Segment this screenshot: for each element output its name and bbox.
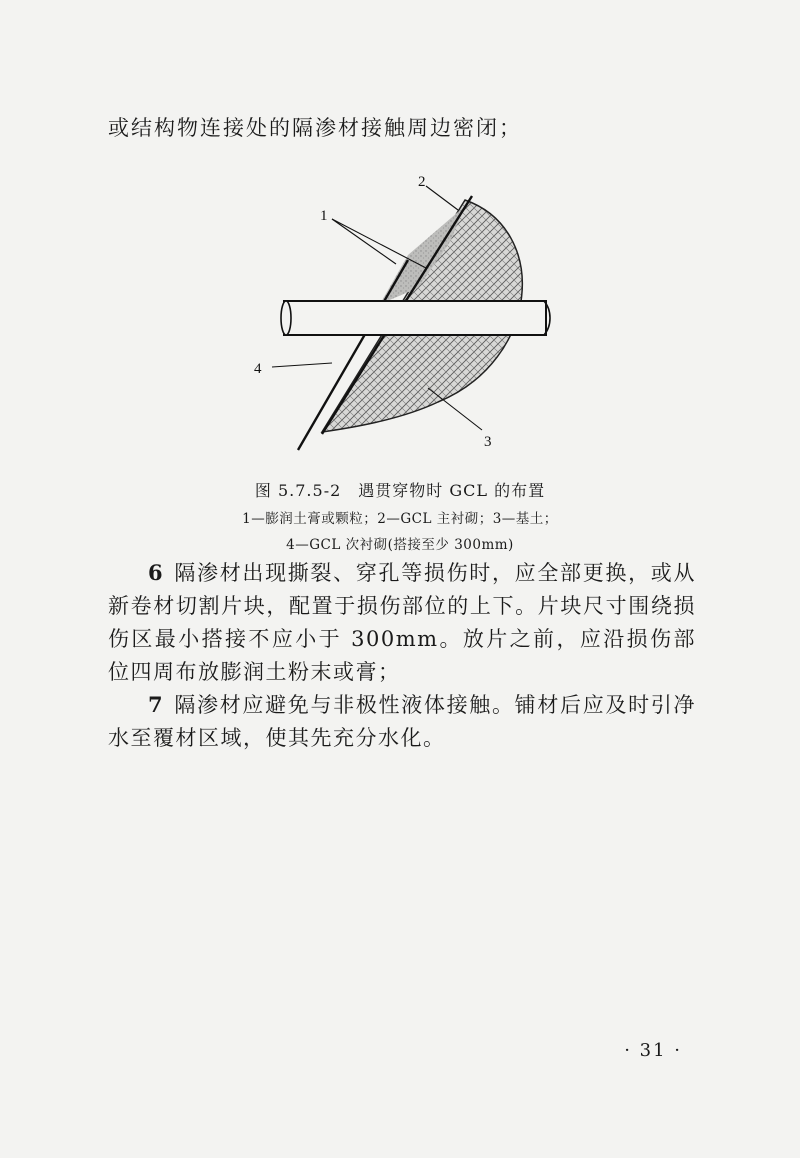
page-number: · 31 · [624, 1040, 682, 1061]
paragraph-7 [108, 688, 696, 755]
figure-label-2: 2 [418, 174, 426, 190]
figure-label-4: 4 [254, 361, 262, 377]
paragraph-number: 6 [148, 560, 165, 585]
gcl-penetration-diagram [240, 170, 570, 460]
penetrating-pipe [284, 301, 546, 335]
paragraph-6 [108, 556, 696, 689]
paragraph-text: 隔渗材应避免与非极性液体接触。铺材后应及时引净水至覆材区域，使其先充分水化。 [108, 693, 696, 750]
figure-label-1: 1 [320, 208, 328, 224]
paragraph-number: 7 [148, 692, 165, 717]
figure-caption: 图 5.7.5-2 遇贯穿物时 GCL 的布置 [254, 481, 546, 500]
figure-label-3: 3 [484, 434, 492, 450]
figure-legend-line-1: 1—膨润土膏或颗粒；2—GCL 主衬砌；3—基土； [242, 511, 558, 527]
paragraph-text: 隔渗材出现撕裂、穿孔等损伤时，应全部更换，或从新卷材切割片块，配置于损伤部位的上下。片块尺寸围绕损伤区最小搭接不应小于 300mm。放片之前，应沿损伤部位四周布放膨润土粉末或膏； [108, 561, 696, 684]
figure-legend-line-2: 4—GCL 次衬砌(搭接至少 300mm) [286, 537, 514, 553]
continuation-text: 或结构物连接处的隔渗材接触周边密闭； [108, 116, 522, 140]
